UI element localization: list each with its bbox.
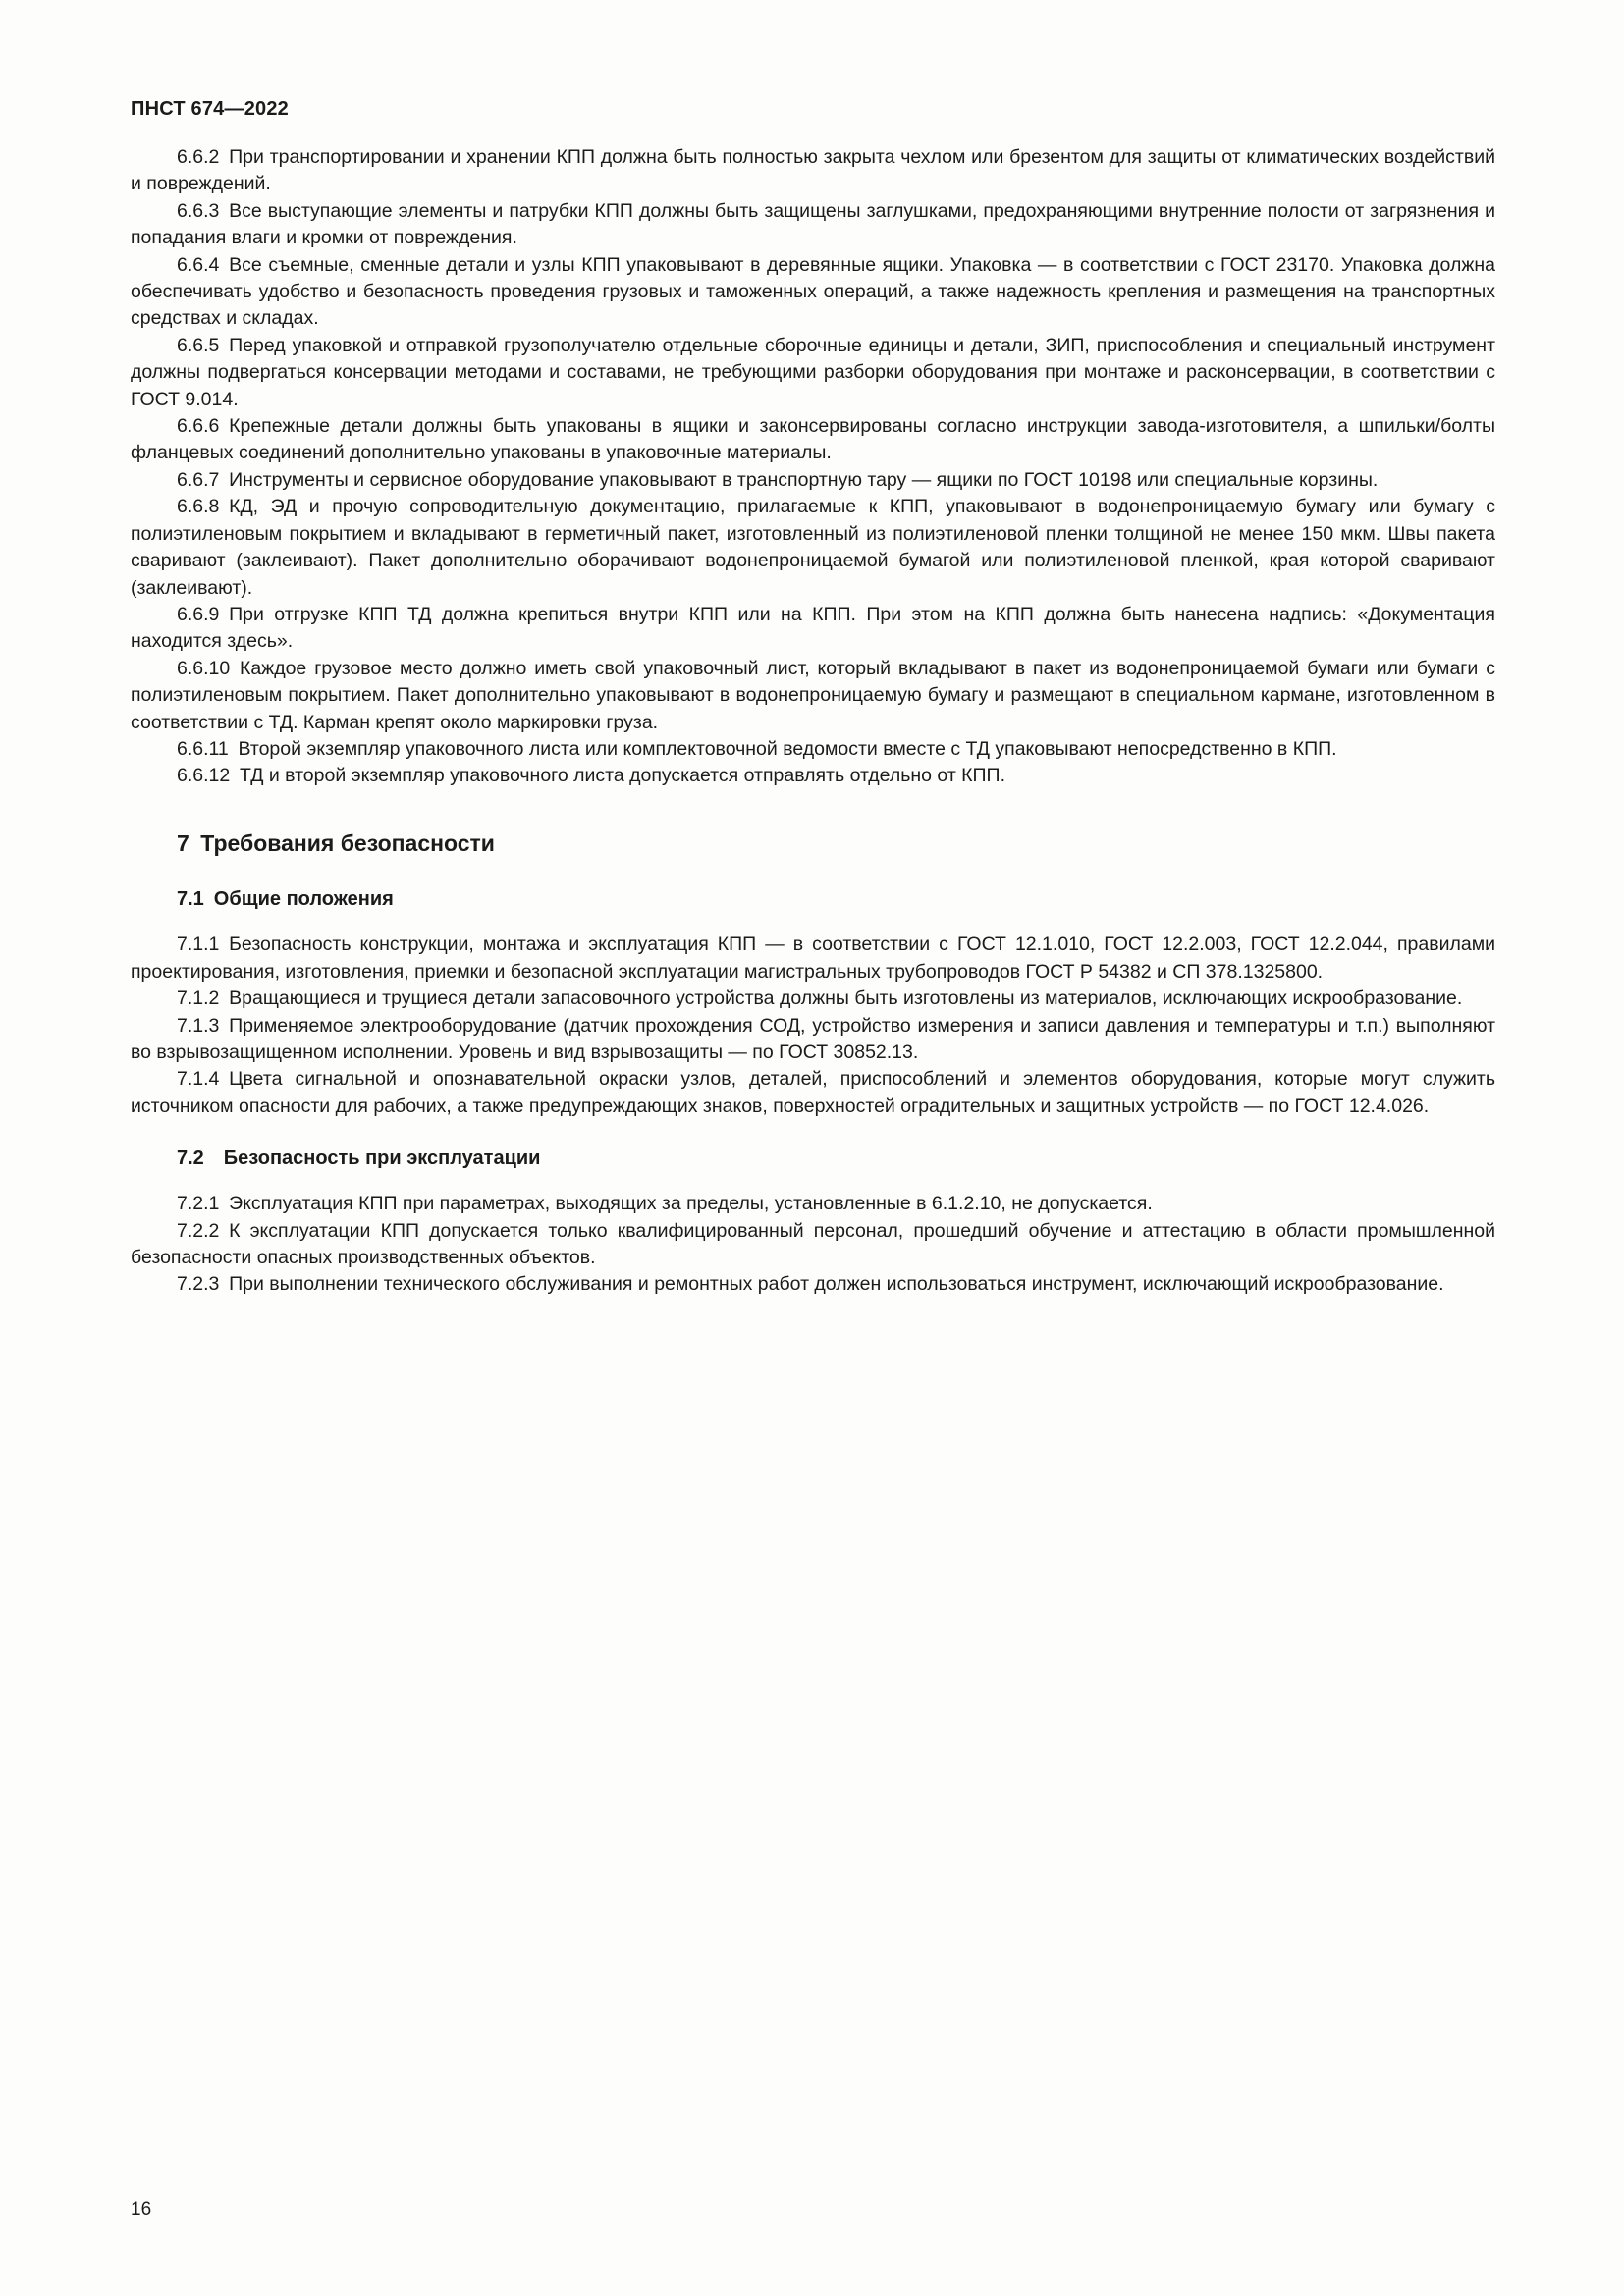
clause-7-2-1: 7.2.1 Эксплуатация КПП при параметрах, выходящих за пределы, установленные в 6.1.2.10, не допускается.: [177, 1193, 1153, 1215]
clause-6-6-7: 6.6.7 Инструменты и сервисное оборудование упаковывают в транспортную тару — ящики по ГОСТ 10198 или специальные корзины.: [177, 468, 1379, 491]
clause-7-1-3: 7.1.3 Применяемое электрооборудование (датчик прохождения СОД, устройство измерения и записи давления и температуры и т.п.) выполняют во взрывозащищенном исполнении. Уровень и вид взрывозащиты — по ГОСТ 30852.13.: [131, 1014, 1495, 1063]
clause-6-6-3: 6.6.3 Все выступающие элементы и патрубки КПП должны быть защищены заглушками, предохраняющими внутренние полости от загрязнения и попадания влаги и кромки от повреждения.: [131, 199, 1495, 249]
clause-7-1-1: 7.1.1 Безопасность конструкции, монтажа и эксплуатация КПП — в соответствии с ГОСТ 12.1.010, ГОСТ 12.2.003, ГОСТ 12.2.044, правилами проектирования, изготовления, приемки и безопасной эксплуатации магистральных трубопроводов ГОСТ Р 54382 и СП 378.1325800.: [131, 934, 1495, 983]
clause-6-6-6: 6.6.6 Крепежные детали должны быть упакованы в ящики и законсервированы согласно инструкции завода-изготовителя, а шпильки/болты фланцевых соединений дополнительно упакованы в упаковочные материалы.: [131, 415, 1495, 464]
section-7-heading: 7 Требования безопасности: [177, 829, 495, 856]
clause-7-2-2: 7.2.2 К эксплуатации КПП допускается только квалифицированный персонал, прошедший обучение и аттестацию в области промышленной безопасности опасных производственных объектов.: [131, 1219, 1495, 1268]
doc-header: [131, 98, 289, 121]
clause-7-2-3: 7.2.3 При выполнении технического обслуживания и ремонтных работ должен использоваться инструмент, исключающий искрообразование.: [177, 1273, 1444, 1296]
doc-number: ПНСТ 674—2022: [131, 98, 289, 120]
clause-6-6-8: 6.6.8 КД, ЭД и прочую сопроводительную документацию, прилагаемые к КПП, упаковывают в водонепроницаемую бумагу или бумагу с полиэтиленовым покрытием и вкладывают в герметичный пакет, изготовленный из полиэтиленовой пленки толщиной не менее 150 мкм. Швы пакета сваривают (заклеивают). Пакет дополнительно оборачивают водонепроницаемой бумагой или полиэтиленовой пленкой, края которой сваривают (заклеивают).: [131, 496, 1495, 599]
clause-7-1-2: 7.1.2 Вращающиеся и трущиеся детали запасовочного устройства должны быть изготовлены из материалов, исключающих искрообразование.: [177, 988, 1463, 1010]
clause-6-6-12: 6.6.12 ТД и второй экземпляр упаковочного листа допускается отправлять отдельно от КПП.: [177, 765, 1005, 787]
section-7-1-heading: 7.1 Общие положения: [177, 888, 394, 911]
clause-6-6-4: 6.6.4 Все съемные, сменные детали и узлы КПП упаковывают в деревянные ящики. Упаковка — в соответствии с ГОСТ 23170. Упаковка должна обеспечивать удобство и безопасность проведения грузовых и таможенных операций, а также надежность крепления и размещения на транспортных средствах и складах.: [131, 253, 1495, 330]
clause-6-6-10: 6.6.10 Каждое грузовое место должно иметь свой упаковочный лист, который вкладывают в пакет из водонепроницаемой бумаги или бумаги с полиэтиленовым покрытием. Пакет дополнительно упаковывают в водонепроницаемую бумагу и размещают в специальном кармане, изготовленном в соответствии с ТД. Карман крепят около маркировки груза.: [131, 657, 1495, 733]
clause-7-1-4: 7.1.4 Цвета сигнальной и опознавательной окраски узлов, деталей, приспособлений и элементов оборудования, которые могут служить источником опасности для рабочих, а также предупреждающих знаков, поверхностей оградительных и защитных устройств — по ГОСТ 12.4.026.: [131, 1068, 1495, 1117]
page-footer: [131, 2199, 151, 2220]
page-number: 16: [131, 2199, 152, 2219]
clause-6-6-2: 6.6.2 При транспортировании и хранении КПП должна быть полностью закрыта чехлом или брезентом для защиты от климатических воздействий и повреждений.: [131, 146, 1495, 195]
document-body: [131, 144, 1495, 1299]
clause-6-6-9: 6.6.9 При отгрузке КПП ТД должна крепиться внутри КПП или на КПП. При этом на КПП должна быть нанесена надпись: «Документация находится здесь».: [131, 603, 1495, 653]
clause-6-6-5: 6.6.5 Перед упаковкой и отправкой грузополучателю отдельные сборочные единицы и детали, ЗИП, приспособления и специальный инструмент должны подвергаться консервации методами и составами, не требующими разборки оборудования при монтаже и расконсервации, в соответствии с ГОСТ 9.014.: [131, 334, 1495, 410]
section-7-2-heading: 7.2 Безопасность при эксплуатации: [177, 1148, 541, 1170]
clause-6-6-11: 6.6.11 Второй экземпляр упаковочного листа или комплектовочной ведомости вместе с ТД упаковывают непосредственно в КПП.: [177, 737, 1337, 760]
